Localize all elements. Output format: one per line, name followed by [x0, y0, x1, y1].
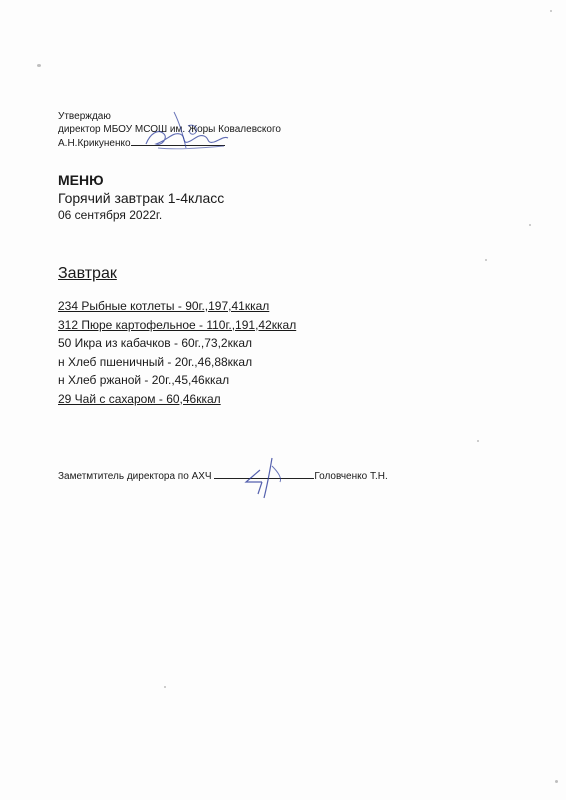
- scan-speck: [37, 64, 41, 67]
- document-title: МЕНЮ: [58, 172, 104, 188]
- scan-speck: [550, 10, 552, 12]
- menu-item: 312 Пюре картофельное - 110г.,191,42ккал: [58, 317, 297, 332]
- deputy-signature: [238, 452, 298, 502]
- meal-heading: Завтрак: [58, 265, 117, 282]
- menu-item: 50 Икра из кабачков - 60г.,73,2ккал: [58, 336, 253, 350]
- menu-item: н Хлеб пшеничный - 20г.,46,88ккал: [58, 354, 253, 369]
- scan-speck: [477, 440, 479, 442]
- document-subtitle: Горячий завтрак 1-4класс: [58, 190, 225, 206]
- scan-speck: [555, 780, 558, 783]
- footer-signature-block: [58, 469, 388, 482]
- scan-speck: [485, 259, 487, 261]
- footer-position: Заметмтитель директора по АХЧ: [58, 471, 212, 482]
- approval-name: А.Н.Крикуненко: [58, 138, 131, 149]
- menu-item: 29 Чай с сахаром - 60,46ккал: [58, 391, 221, 406]
- menu-item: н Хлеб ржаной - 20г.,45,46ккал: [58, 373, 230, 387]
- approval-heading: Утверждаю: [58, 111, 111, 122]
- scan-speck: [164, 686, 166, 688]
- scan-speck: [529, 224, 531, 226]
- approval-position: директор МБОУ МСОШ им. Жоры Ковалевского: [58, 124, 281, 135]
- director-signature: [128, 104, 238, 162]
- footer-name: Головченко Т.Н.: [314, 471, 388, 482]
- menu-list: [58, 297, 296, 408]
- document-date: 06 сентября 2022г.: [58, 208, 163, 222]
- menu-item: 234 Рыбные котлеты - 90г.,197,41ккал: [58, 299, 270, 313]
